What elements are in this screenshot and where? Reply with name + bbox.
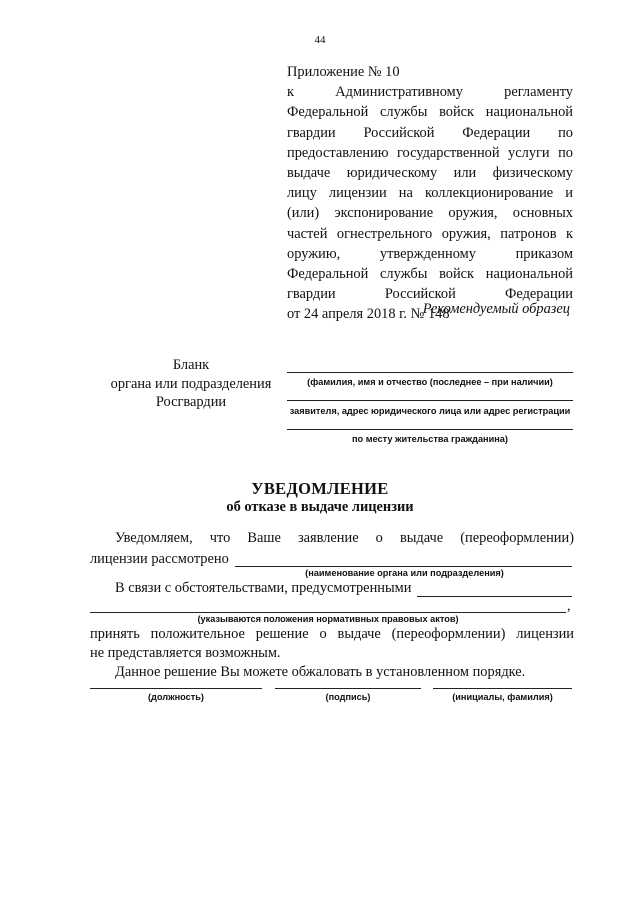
recipient-caption-3: по месту жительства гражданина) — [352, 434, 508, 444]
appendix-line: лицу лицензии на коллекционирование и — [287, 185, 573, 202]
signature-caption: (подпись) — [325, 692, 371, 702]
grounds-line-2 — [90, 612, 566, 613]
appendix-line: от 24 апреля 2018 г. № 148 — [287, 306, 450, 323]
appendix-line: Федеральной службы войск национальной — [287, 265, 573, 282]
position-line — [90, 688, 262, 689]
recipient-caption-1: (фамилия, имя и отчество (последнее – при наличии) — [307, 377, 553, 387]
paragraph-3-line-1: принять положительное решение о выдаче (переоформлении) лицензии — [90, 626, 574, 642]
page-number: 44 — [314, 34, 326, 46]
position-caption: (должность) — [148, 692, 204, 702]
notice-title: УВЕДОМЛЕНИЕ — [251, 479, 389, 498]
blank-organ-block — [60, 356, 322, 412]
appendix-line: (или) экспонирование оружия, основных — [287, 205, 573, 222]
legal-acts-caption: (указываются положения нормативных правовых актов) — [197, 614, 459, 624]
notice-subtitle: об отказе в выдаче лицензии — [226, 499, 414, 515]
paragraph-3-line-2: не представляется возможным. — [90, 645, 281, 661]
recipient-line-2 — [287, 400, 573, 401]
initials-line — [433, 688, 572, 689]
recipient-line-1 — [287, 372, 573, 373]
recommended-sample-label: Рекомендуемый образец — [422, 301, 570, 317]
paragraph-1-text: лицензии рассмотрено — [90, 551, 229, 567]
appendix-line: частей огнестрельного оружия, патронов к — [287, 225, 573, 242]
appendix-line: гвардии Российской Федерации — [287, 286, 573, 303]
grounds-line-1 — [417, 596, 572, 597]
appendix-line: гвардии Российской Федерации по — [287, 124, 573, 141]
blank-line: Росгвардии — [155, 394, 227, 410]
recipient-caption-2: заявителя, адрес юридического лица или адрес регистрации — [289, 406, 571, 416]
initials-caption: (инициалы, фамилия) — [452, 692, 553, 702]
appendix-header — [287, 62, 573, 324]
organ-name-line — [235, 566, 572, 567]
appendix-line: Федеральной службы войск национальной — [287, 104, 573, 121]
organ-name-caption: (наименование органа или подразделения) — [305, 568, 504, 578]
recipient-line-3 — [287, 429, 573, 430]
grounds-comma: , — [567, 598, 571, 614]
signature-line — [275, 688, 421, 689]
appendix-line: к Административному регламенту — [287, 84, 573, 101]
appendix-line: предоставлению государственной услуги по — [287, 144, 573, 161]
blank-line: Бланк — [172, 357, 210, 373]
appendix-line: выдаче юридическому или физическому — [287, 164, 573, 181]
appendix-line: Приложение № 10 — [287, 64, 400, 80]
paragraph-1-line-2 — [90, 551, 229, 568]
blank-line: органа или подразделения — [110, 375, 272, 392]
paragraph-4: Данное решение Вы можете обжаловать в установленном порядке. — [115, 664, 526, 680]
appendix-line: оружию, утвержденному приказом — [287, 245, 573, 262]
paragraph-2-line-1: В связи с обстоятельствами, предусмотренными — [115, 580, 412, 596]
paragraph-1-line-1: Уведомляем, что Ваше заявление о выдаче (переоформлении) — [115, 530, 574, 546]
